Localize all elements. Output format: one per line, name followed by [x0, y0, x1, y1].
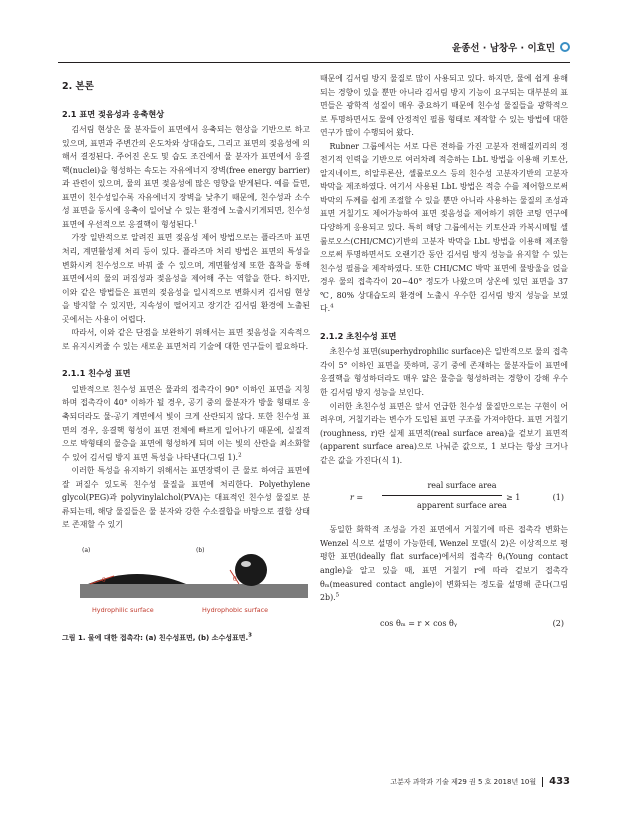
equation-1-tag: (1) — [552, 493, 564, 503]
paragraph: 초친수성 표면(superhydrophilic surface)은 일반적으로 물의 접촉각이 5° 이하인 표면을 뜻하며, 공기 중에 존재하는 물분자들이 표면에 응결핵을 형성하더라도 매우 얇은 물층을 형성하려는 경향이 강해 우수한 김서림 방지 성능을 보인다. — [320, 347, 568, 398]
left-column — [62, 72, 310, 646]
subsection-title-2-1: 2.1 표면 젖음성과 응축현상 — [62, 108, 165, 119]
panel-caption-hydrophilic: Hydrophilic surface — [92, 605, 154, 614]
figure-label-b: (b) — [196, 546, 205, 554]
equation-1 — [320, 477, 568, 517]
contact-angle-label-a: θ — [102, 576, 106, 584]
paragraph: 이러한 특성을 유지하기 위해서는 표면장력이 큰 물로 하여금 표면에 잘 퍼질수 있도록 친수성 물질을 표면에 처리한다. Polyethylene glycol(PEG)과 polyvinylalchol(PVA)는 대표적인 친수성 물질로 분류되는데, 해당 물질들은 물 분자와 강한 수소결합을 바탕으로 결합 상태로 존재할 수 있기 — [62, 466, 310, 530]
reference-mark: 4 — [330, 303, 334, 310]
section-title: 2. 본론 — [62, 81, 94, 92]
subsection-title-2-1-2: 2.1.2 초친수성 표면 — [320, 330, 397, 341]
paragraph: 김서림 현상은 물 분자들이 표면에서 응축되는 현상을 기반으로 하고 있으며, 표면과 주변간의 온도차와 상대습도, 그리고 표면의 젖음성에 의해서 결정된다. 주어진 온도 및 습도 조건에서 물 분자가 표면에서 응결핵(nuclei)을 형성하는 속도는 자유에너지 장벽(free energy barrier)과 관련이 있으며, 물의 표면 젖음성에 많은 영향을 받게된다. 예를 들면, 표면이 친수성일수록 자유에너지 장벽을 낮추기 때문에, 친수성과 소수성 표면을 동시에 응축이 일어날 수 있는 환경에 노출시키게되면, 친수성 표면에 우선적으로 응결핵이 형성된다.$^1$ — [62, 125, 310, 229]
equation-1-lhs: r = — [350, 493, 364, 503]
paragraph: 가장 일반적으로 알려진 표면 젖음성 제어 방법으로는 플라즈마 표면처리, 계면활성제 처리 등이 있다. 플라즈마 처리 방법은 표면의 특성을 변화시켜 친수성으로 바꿔 줄 수 있으며, 계면활성제 또한 흡착을 통해 표면에서의 물의 퍼짐성과 젖음성을 제어해 주는 역할을 한다. 하지만, 이와 같은 방법들은 표면의 젖음성을 일시적으로 변화시켜 김서림 현상을 방지할 수 있지만, 지속성이 떨어지고 장기간 김서림 환경에 노출된 곳에서는 사용이 어렵다. — [62, 233, 310, 324]
header-divider — [58, 62, 570, 63]
panel-caption-hydrophobic: Hydrophobic surface — [202, 605, 269, 614]
hydrophobic-droplet-drawing — [194, 546, 308, 598]
paragraph: 때문에 김서림 방지 물질로 많이 사용되고 있다. 하지만, 물에 쉽게 용해되는 경향이 있을 뿐만 아니라 김서림 방지 기능이 요구되는 대부분의 표면들은 광학적 성질이 매우 중요하기 때문에 친수성 물질들을 광학적으로 투명하면서도 물에 안정적인 필름 형태로 제작할 수 있는 방법에 대한 연구가 많이 수행되어 왔다. — [320, 74, 568, 138]
fraction-bar — [382, 495, 502, 496]
equation-2 — [320, 613, 568, 635]
figure-caption: 그림 1. 물에 대한 접촉각: (a) 친수성표면, (b) 소수성표면.$^3$ — [62, 632, 252, 642]
subsection-title-2-1-1: 2.1.1 친수성 표면 — [62, 368, 131, 379]
paragraph: 따라서, 이와 같은 단점을 보완하기 위해서는 표면 젖음성을 지속적으로 유지시켜줄 수 있는 새로운 표면처리 기술에 대한 연구들이 필요하다. — [62, 328, 310, 351]
header-authors: 윤종선 · 남창우 · 이효민 — [451, 43, 555, 54]
equation-2-body: cos θₘ = r × cos θᵧ — [380, 618, 457, 628]
page-footer — [390, 776, 570, 787]
paragraph: 이러한 초친수성 표면은 앞서 언급한 친수성 물질만으로는 구현이 어려우며, 거칠기라는 변수가 도입된 표면 구조를 가져야한다. 표면 거칠기(roughness, r)란 실제 표면적(real surface area)을 겉보기 표면적(apparent surface area)으로 나눠준 값으로, 1 보다는 항상 크거나 같은 값을 가진다(식 1). — [320, 401, 568, 465]
equation-1-numerator: real surface area — [427, 481, 497, 491]
reference-mark: 3 — [248, 632, 252, 639]
right-column — [320, 72, 568, 635]
paragraph: Rubner 그룹에서는 서로 다른 전하를 가진 고분자 전해질끼리의 정전기적 인력을 기반으로 여러차례 적층하는 LbL 방법을 이용해 키토산, 알지네이트, 히알루론산, 셀룰로오스 등의 친수성 고분자기반의 고분자 박막을 제조하였다. 여기서 사용된 LbL 방법은 적층 수를 제어함으로써 박막의 두께를 쉽게 조절할 수 있을 뿐만 아니라 사용하는 물질의 조성과 표면 거칠기도 제어가능하여 표면 젖음성을 제어하기 위한 코팅 연구에 다양하게 응용되고 있다. 특히 해당 그룹에서는 키토산과 카복시메틸 셀룰로오스(CHI/CMC)기반의 고분자 박막을 LbL 방법을 이용해 제조함으로써 투명하면서도 오랜기간 동안 김서림 방지 성능을 유지할 수 있는 친수성 필름을 제작하였다. 또한 CHI/CMC 박막 표면에 물방울을 얹을 경우 물의 접촉각이 20~40° 정도가 나왔으며 상온에 있던 표면을 37 ℃, 80% 상대습도의 환경에 노출시 우수한 김서림 방지 성능을 보였다.$^4$ — [320, 141, 568, 314]
figure-panel-hydrophobic — [194, 546, 308, 598]
contact-angle-label-b: θ — [233, 575, 237, 583]
reference-mark: 2 — [238, 452, 242, 459]
paragraph: 일반적으로 친수성 표면은 물과의 접촉각이 90° 이하인 표면을 지칭하며 접촉각이 40° 이하가 될 경우, 공기 중의 물분자가 방울 형태로 응축되더라도 물-공기 계면에서 빛이 크게 산란되지 않다. 또한 친수성 표면의 경우, 응결핵 형성이 표면 전체에 빠르게 일어나기 때문에, 실질적으로 박형태의 물층을 표면에 형성하게 되며 이는 빛의 산란을 최소화할 수 있어 김서림 방지 표면 특성을 나타낸다(그림 1).$^2$ — [62, 384, 310, 462]
footer-divider — [542, 777, 543, 787]
equation-2-tag: (2) — [552, 618, 564, 628]
reference-mark: 5 — [335, 592, 340, 599]
figure-1 — [62, 546, 310, 630]
equation-1-denominator: apparent surface area — [417, 501, 507, 511]
figure-label-a: (a) — [82, 546, 91, 554]
page-number: 433 — [549, 776, 570, 787]
journal-info: 고분자 과학과 기술 제29 권 5 호 2018년 10월 — [390, 777, 537, 786]
header-authors-block — [452, 40, 570, 54]
hydrophilic-droplet-drawing — [80, 546, 194, 598]
reference-mark: 1 — [194, 219, 198, 226]
equation-1-rhs: ≥ 1 — [506, 493, 521, 503]
paragraph: 동일한 화학적 조성을 가진 표면에서 거칠기에 따른 접촉각 변화는 Wenzel 식으로 설명이 가능한데, Wenzel 모델(식 2)은 이상적으로 평평한 표면(ideally flat surface)에서의 접촉각 θᵧ(Young contact angle)을 알고 있을 때, 표면 거칠기 r에 따라 겉보기 접촉각 θₘ(measured contact angle)이 변화되는 정도를 설명해 준다(그림 2b).$^5$ — [320, 525, 568, 603]
header-circle-icon — [560, 42, 570, 52]
figure-panel-hydrophilic — [80, 546, 194, 598]
